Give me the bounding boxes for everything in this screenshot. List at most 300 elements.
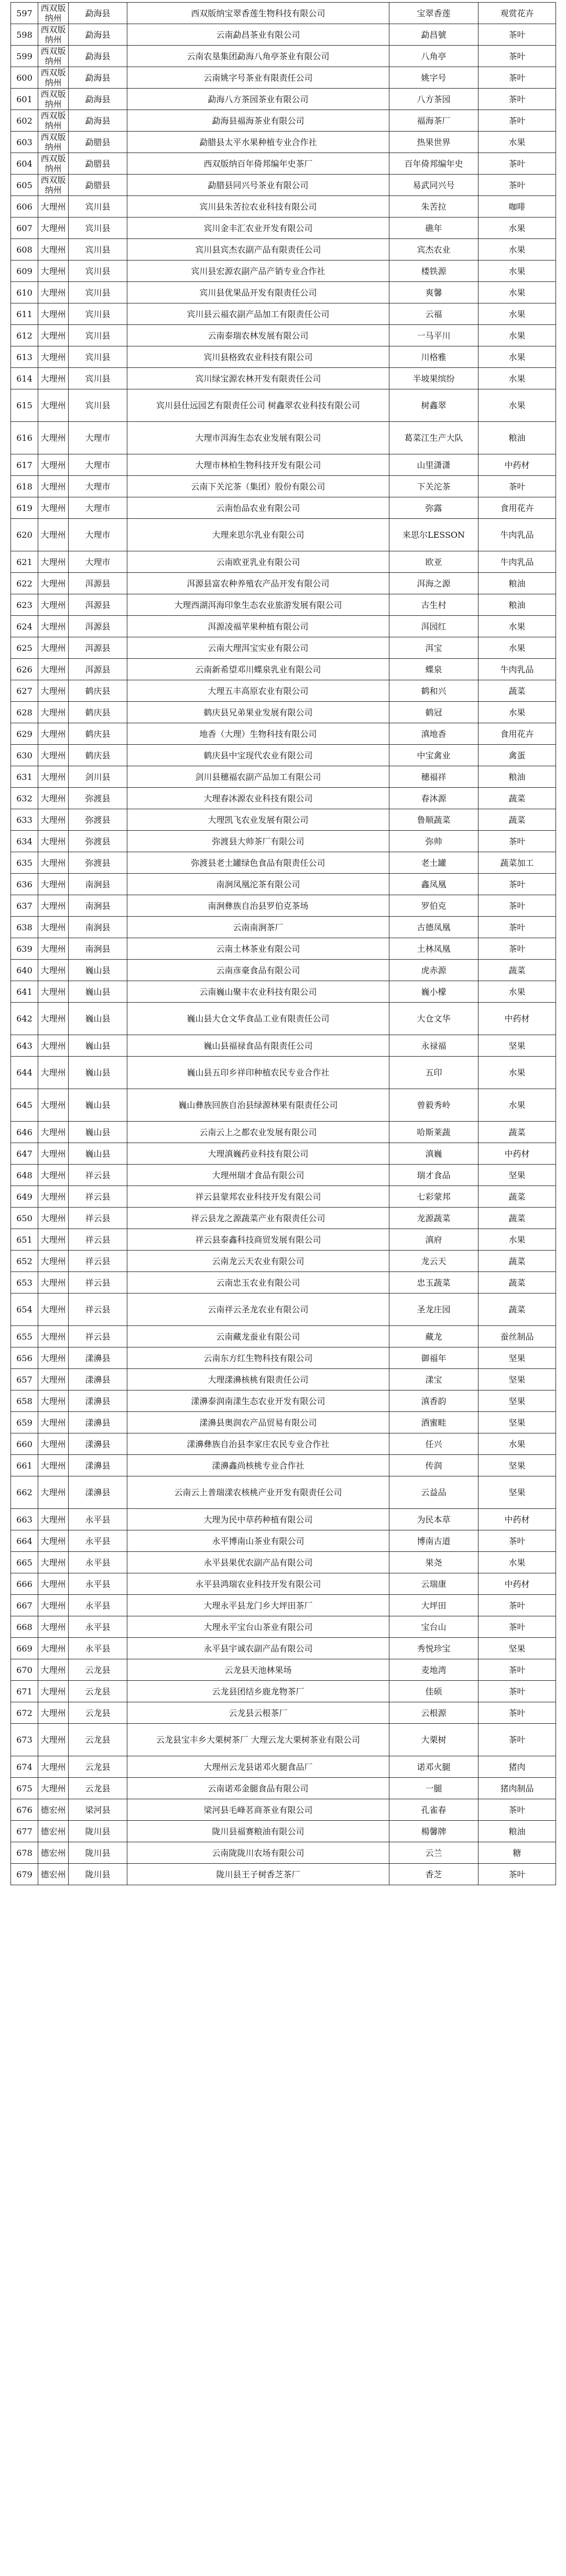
row-number-cell: 673 — [11, 1724, 38, 1756]
product-category-cell: 水果 — [478, 260, 556, 282]
product-category-cell: 粮油 — [478, 1821, 556, 1842]
product-category-cell: 禽蛋 — [478, 745, 556, 766]
county-cell: 大理市 — [69, 422, 127, 454]
county-cell: 祥云县 — [69, 1208, 127, 1229]
row-number-cell: 608 — [11, 239, 38, 260]
county-cell: 南涧县 — [69, 917, 127, 938]
table-row — [11, 895, 556, 917]
table-row — [11, 938, 556, 960]
prefecture-cell: 大理州 — [38, 1573, 69, 1595]
row-number-cell: 642 — [11, 1003, 38, 1035]
brand-cell: 朱苦拉 — [389, 196, 478, 218]
company-name-cell: 大理凯飞农业发展有限公司 — [127, 809, 389, 831]
prefecture-cell: 大理州 — [38, 346, 69, 368]
brand-cell: 宝翠香莲 — [389, 3, 478, 24]
row-number-cell: 602 — [11, 110, 38, 132]
company-name-cell: 云南农垦集团勐海八角亭茶业有限公司 — [127, 46, 389, 67]
prefecture-cell: 大理州 — [38, 1035, 69, 1057]
product-category-cell: 蔬菜 — [478, 788, 556, 809]
product-category-cell: 食用花卉 — [478, 497, 556, 519]
county-cell: 弥渡县 — [69, 809, 127, 831]
table-row — [11, 24, 556, 46]
row-number-cell: 628 — [11, 702, 38, 723]
county-cell: 大理市 — [69, 454, 127, 476]
product-category-cell: 茶叶 — [478, 831, 556, 852]
prefecture-cell: 大理州 — [38, 766, 69, 788]
product-category-cell: 茶叶 — [478, 917, 556, 938]
row-number-cell: 603 — [11, 132, 38, 153]
row-number-cell: 645 — [11, 1089, 38, 1122]
company-name-cell: 云南下关沱茶（集团）股份有限公司 — [127, 476, 389, 497]
product-category-cell: 水果 — [478, 981, 556, 1003]
county-cell: 宾川县 — [69, 346, 127, 368]
county-cell: 勐海县 — [69, 67, 127, 89]
prefecture-cell: 德宏州 — [38, 1864, 69, 1885]
prefecture-cell: 大理州 — [38, 637, 69, 659]
product-category-cell: 牛肉乳品 — [478, 519, 556, 551]
prefecture-cell: 大理州 — [38, 1186, 69, 1208]
product-category-cell: 粮油 — [478, 594, 556, 616]
company-name-cell: 云龙县团结乡鹿龙物茶厂 — [127, 1681, 389, 1702]
row-number-cell: 659 — [11, 1412, 38, 1433]
prefecture-cell: 大理州 — [38, 831, 69, 852]
table-row — [11, 1186, 556, 1208]
county-cell: 云龙县 — [69, 1756, 127, 1778]
product-category-cell: 水果 — [478, 346, 556, 368]
brand-cell: 春沐源 — [389, 788, 478, 809]
company-name-cell: 巍山县五印乡祥印种植农民专业合作社 — [127, 1057, 389, 1089]
row-number-cell: 653 — [11, 1272, 38, 1294]
table-row — [11, 723, 556, 745]
company-name-cell: 西双版纳百年倚邦编年史茶厂 — [127, 153, 389, 175]
company-name-cell: 大理永平县龙门乡大坪田茶厂 — [127, 1595, 389, 1616]
brand-cell: 礁年 — [389, 218, 478, 239]
row-number-cell: 617 — [11, 454, 38, 476]
table-row — [11, 1165, 556, 1186]
company-name-cell: 鹤庆县兄弟果业发展有限公司 — [127, 702, 389, 723]
row-number-cell: 599 — [11, 46, 38, 67]
product-category-cell: 坚果 — [478, 1390, 556, 1412]
brand-cell: 龙源蔬菜 — [389, 1208, 478, 1229]
brand-cell: 麦地湾 — [389, 1659, 478, 1681]
product-category-cell: 水果 — [478, 1552, 556, 1573]
prefecture-cell: 大理州 — [38, 497, 69, 519]
table-row — [11, 809, 556, 831]
row-number-cell: 604 — [11, 153, 38, 175]
enterprise-brand-table — [10, 2, 556, 1885]
product-category-cell: 坚果 — [478, 1347, 556, 1369]
county-cell: 南涧县 — [69, 874, 127, 895]
product-category-cell: 粮油 — [478, 422, 556, 454]
row-number-cell: 655 — [11, 1326, 38, 1347]
table-row — [11, 1702, 556, 1724]
brand-cell: 云兰 — [389, 1842, 478, 1864]
company-name-cell: 云南藏龙蚕业有限公司 — [127, 1326, 389, 1347]
county-cell: 梁河县 — [69, 1799, 127, 1821]
row-number-cell: 671 — [11, 1681, 38, 1702]
row-number-cell: 632 — [11, 788, 38, 809]
brand-cell: 宾杰农业 — [389, 239, 478, 260]
row-number-cell: 660 — [11, 1433, 38, 1455]
prefecture-cell: 大理州 — [38, 1530, 69, 1552]
brand-cell: 一马平川 — [389, 325, 478, 346]
product-category-cell: 水果 — [478, 1089, 556, 1122]
row-number-cell: 631 — [11, 766, 38, 788]
company-name-cell: 巍山县福禄食品有限责任公司 — [127, 1035, 389, 1057]
prefecture-cell: 大理州 — [38, 519, 69, 551]
prefecture-cell: 大理州 — [38, 1251, 69, 1272]
county-cell: 漾濞县 — [69, 1369, 127, 1390]
county-cell: 勐海县 — [69, 46, 127, 67]
brand-cell: 古德凤凰 — [389, 917, 478, 938]
product-category-cell: 水果 — [478, 1057, 556, 1089]
prefecture-cell: 大理州 — [38, 1165, 69, 1186]
county-cell: 宾川县 — [69, 196, 127, 218]
row-number-cell: 601 — [11, 89, 38, 110]
prefecture-cell: 大理州 — [38, 1326, 69, 1347]
county-cell: 勐海县 — [69, 24, 127, 46]
row-number-cell: 651 — [11, 1229, 38, 1251]
brand-cell: 一腿 — [389, 1778, 478, 1799]
table-row — [11, 1509, 556, 1530]
product-category-cell: 蔬菜 — [478, 1294, 556, 1326]
company-name-cell: 宾川县宏源农副产品产销专业合作社 — [127, 260, 389, 282]
row-number-cell: 634 — [11, 831, 38, 852]
county-cell: 宾川县 — [69, 282, 127, 303]
prefecture-cell: 大理州 — [38, 1122, 69, 1143]
company-name-cell: 云南彦豪食品有限公司 — [127, 960, 389, 981]
company-name-cell: 大理市林柏生物科技开发有限公司 — [127, 454, 389, 476]
prefecture-cell: 德宏州 — [38, 1842, 69, 1864]
county-cell: 弥渡县 — [69, 852, 127, 874]
county-cell: 洱源县 — [69, 573, 127, 594]
county-cell: 宾川县 — [69, 239, 127, 260]
table-row — [11, 1229, 556, 1251]
row-number-cell: 630 — [11, 745, 38, 766]
prefecture-cell: 大理州 — [38, 1778, 69, 1799]
product-category-cell: 糖 — [478, 1842, 556, 1864]
product-category-cell: 坚果 — [478, 1412, 556, 1433]
table-row — [11, 1272, 556, 1294]
county-cell: 宾川县 — [69, 389, 127, 422]
prefecture-cell: 大理州 — [38, 282, 69, 303]
row-number-cell: 679 — [11, 1864, 38, 1885]
table-row — [11, 282, 556, 303]
product-category-cell: 牛肉乳品 — [478, 551, 556, 573]
brand-cell: 漾宝 — [389, 1369, 478, 1390]
company-name-cell: 漾濞县奥润农产品贸易有限公司 — [127, 1412, 389, 1433]
product-category-cell: 坚果 — [478, 1369, 556, 1390]
brand-cell: 鹤冠 — [389, 702, 478, 723]
prefecture-cell: 大理州 — [38, 788, 69, 809]
brand-cell: 曾毅秀岭 — [389, 1089, 478, 1122]
table-row — [11, 3, 556, 24]
company-name-cell: 鹤庆县中宝现代农业有限公司 — [127, 745, 389, 766]
table-row — [11, 1208, 556, 1229]
county-cell: 宾川县 — [69, 303, 127, 325]
brand-cell: 百年倚邦编年史 — [389, 153, 478, 175]
county-cell: 大理市 — [69, 551, 127, 573]
row-number-cell: 664 — [11, 1530, 38, 1552]
row-number-cell: 633 — [11, 809, 38, 831]
brand-cell: 楊馨牌 — [389, 1821, 478, 1842]
table-row — [11, 1595, 556, 1616]
row-number-cell: 663 — [11, 1509, 38, 1530]
product-category-cell: 水果 — [478, 218, 556, 239]
table-row — [11, 422, 556, 454]
product-category-cell: 坚果 — [478, 1455, 556, 1476]
county-cell: 云龙县 — [69, 1724, 127, 1756]
table-row — [11, 702, 556, 723]
table-row — [11, 637, 556, 659]
row-number-cell: 661 — [11, 1455, 38, 1476]
product-category-cell: 坚果 — [478, 1165, 556, 1186]
county-cell: 巍山县 — [69, 960, 127, 981]
prefecture-cell: 大理州 — [38, 895, 69, 917]
county-cell: 祥云县 — [69, 1251, 127, 1272]
county-cell: 宾川县 — [69, 260, 127, 282]
brand-cell: 半坡果缤纷 — [389, 368, 478, 389]
company-name-cell: 云龙县云根茶厂 — [127, 1702, 389, 1724]
county-cell: 勐海县 — [69, 3, 127, 24]
product-category-cell: 蔬菜 — [478, 680, 556, 702]
company-name-cell: 剑川县穗福农副产品加工有限公司 — [127, 766, 389, 788]
county-cell: 陇川县 — [69, 1821, 127, 1842]
county-cell: 巍山县 — [69, 1003, 127, 1035]
brand-cell: 勐昌號 — [389, 24, 478, 46]
county-cell: 漾濞县 — [69, 1433, 127, 1455]
table-row — [11, 1552, 556, 1573]
company-name-cell: 洱源县富农种养殖农产品开发有限公司 — [127, 573, 389, 594]
company-name-cell: 大理来思尔乳业有限公司 — [127, 519, 389, 551]
row-number-cell: 650 — [11, 1208, 38, 1229]
table-row — [11, 874, 556, 895]
prefecture-cell: 大理州 — [38, 1369, 69, 1390]
table-row — [11, 389, 556, 422]
row-number-cell: 614 — [11, 368, 38, 389]
product-category-cell: 茶叶 — [478, 110, 556, 132]
row-number-cell: 627 — [11, 680, 38, 702]
company-name-cell: 洱源凌福苹果种植有限公司 — [127, 616, 389, 637]
table-row — [11, 852, 556, 874]
company-name-cell: 云南东方红生物科技有限公司 — [127, 1347, 389, 1369]
company-name-cell: 漾濞鑫尚核桃专业合作社 — [127, 1455, 389, 1476]
prefecture-cell: 大理州 — [38, 680, 69, 702]
product-category-cell: 咖啡 — [478, 196, 556, 218]
county-cell: 漾濞县 — [69, 1476, 127, 1509]
brand-cell: 穗福祥 — [389, 766, 478, 788]
row-number-cell: 624 — [11, 616, 38, 637]
county-cell: 漾濞县 — [69, 1347, 127, 1369]
county-cell: 剑川县 — [69, 766, 127, 788]
table-row — [11, 1864, 556, 1885]
brand-cell: 御福年 — [389, 1347, 478, 1369]
county-cell: 宾川县 — [69, 218, 127, 239]
county-cell: 陇川县 — [69, 1864, 127, 1885]
product-category-cell: 水果 — [478, 325, 556, 346]
county-cell: 鹤庆县 — [69, 723, 127, 745]
table-row — [11, 110, 556, 132]
county-cell: 祥云县 — [69, 1326, 127, 1347]
table-row — [11, 960, 556, 981]
company-name-cell: 宾川县宾杰农副产品有限责任公司 — [127, 239, 389, 260]
brand-cell: 滇地香 — [389, 723, 478, 745]
table-row — [11, 519, 556, 551]
row-number-cell: 676 — [11, 1799, 38, 1821]
row-number-cell: 600 — [11, 67, 38, 89]
prefecture-cell: 西双版纳州 — [38, 175, 69, 196]
row-number-cell: 639 — [11, 938, 38, 960]
row-number-cell: 647 — [11, 1143, 38, 1165]
product-category-cell: 茶叶 — [478, 1530, 556, 1552]
county-cell: 洱源县 — [69, 637, 127, 659]
table-row — [11, 917, 556, 938]
company-name-cell: 漾濞彝族自治县李家庄农民专业合作社 — [127, 1433, 389, 1455]
product-category-cell: 水果 — [478, 303, 556, 325]
company-name-cell: 云南姚字号茶业有限责任公司 — [127, 67, 389, 89]
brand-cell: 大坪田 — [389, 1595, 478, 1616]
brand-cell: 老土罐 — [389, 852, 478, 874]
prefecture-cell: 大理州 — [38, 1638, 69, 1659]
product-category-cell: 蚕丝制品 — [478, 1326, 556, 1347]
table-row — [11, 89, 556, 110]
company-name-cell: 永平博南山茶业有限公司 — [127, 1530, 389, 1552]
prefecture-cell: 大理州 — [38, 1476, 69, 1509]
prefecture-cell: 大理州 — [38, 1455, 69, 1476]
brand-cell: 山里潇潇 — [389, 454, 478, 476]
brand-cell: 鹤和兴 — [389, 680, 478, 702]
company-name-cell: 陇川县王子树香芝茶厂 — [127, 1864, 389, 1885]
table-row — [11, 745, 556, 766]
brand-cell: 博南古道 — [389, 1530, 478, 1552]
table-row — [11, 1326, 556, 1347]
county-cell: 鹤庆县 — [69, 680, 127, 702]
product-category-cell: 茶叶 — [478, 24, 556, 46]
prefecture-cell: 大理州 — [38, 723, 69, 745]
brand-cell: 中宝禽业 — [389, 745, 478, 766]
company-name-cell: 大理永平宝台山茶业有限公司 — [127, 1616, 389, 1638]
product-category-cell: 水果 — [478, 239, 556, 260]
county-cell: 永平县 — [69, 1616, 127, 1638]
company-name-cell: 永平县宇诚农副产品有限公司 — [127, 1638, 389, 1659]
product-category-cell: 茶叶 — [478, 874, 556, 895]
prefecture-cell: 大理州 — [38, 325, 69, 346]
product-category-cell: 茶叶 — [478, 1616, 556, 1638]
county-cell: 云龙县 — [69, 1702, 127, 1724]
brand-cell: 爽馨 — [389, 282, 478, 303]
company-name-cell: 永平县鸿瑞农业科技开发有限公司 — [127, 1573, 389, 1595]
table-row — [11, 153, 556, 175]
company-name-cell: 大理春沐源农业科技有限公司 — [127, 788, 389, 809]
prefecture-cell: 大理州 — [38, 368, 69, 389]
company-name-cell: 大理滇巍药业科技有限公司 — [127, 1143, 389, 1165]
table-row — [11, 788, 556, 809]
product-category-cell: 茶叶 — [478, 938, 556, 960]
company-name-cell: 云南巍山聚丰农业科技有限公司 — [127, 981, 389, 1003]
product-category-cell: 粮油 — [478, 766, 556, 788]
brand-cell: 下关沱茶 — [389, 476, 478, 497]
brand-cell: 土林凤凰 — [389, 938, 478, 960]
prefecture-cell: 大理州 — [38, 852, 69, 874]
table-row — [11, 1573, 556, 1595]
table-row — [11, 1003, 556, 1035]
product-category-cell: 中药材 — [478, 1003, 556, 1035]
row-number-cell: 612 — [11, 325, 38, 346]
brand-cell: 滇巍 — [389, 1143, 478, 1165]
row-number-cell: 677 — [11, 1821, 38, 1842]
table-row — [11, 218, 556, 239]
prefecture-cell: 大理州 — [38, 1229, 69, 1251]
row-number-cell: 668 — [11, 1616, 38, 1638]
table-row — [11, 497, 556, 519]
brand-cell: 葛菜江生产大队 — [389, 422, 478, 454]
row-number-cell: 641 — [11, 981, 38, 1003]
brand-cell: 弥露 — [389, 497, 478, 519]
county-cell: 云龙县 — [69, 1778, 127, 1799]
product-category-cell: 茶叶 — [478, 46, 556, 67]
row-number-cell: 619 — [11, 497, 38, 519]
product-category-cell: 茶叶 — [478, 1799, 556, 1821]
company-name-cell: 梁河县毛峰茗商茶业有限公司 — [127, 1799, 389, 1821]
company-name-cell: 勐腊县同兴号茶业有限公司 — [127, 175, 389, 196]
row-number-cell: 648 — [11, 1165, 38, 1186]
row-number-cell: 625 — [11, 637, 38, 659]
county-cell: 巍山县 — [69, 1122, 127, 1143]
company-name-cell: 勐腊县太平水果种植专业合作社 — [127, 132, 389, 153]
prefecture-cell: 大理州 — [38, 745, 69, 766]
row-number-cell: 654 — [11, 1294, 38, 1326]
table-row — [11, 1122, 556, 1143]
prefecture-cell: 大理州 — [38, 1702, 69, 1724]
brand-cell: 洱海之源 — [389, 573, 478, 594]
product-category-cell: 水果 — [478, 282, 556, 303]
product-category-cell: 茶叶 — [478, 1864, 556, 1885]
table-row — [11, 1251, 556, 1272]
row-number-cell: 621 — [11, 551, 38, 573]
brand-cell: 为民本草 — [389, 1509, 478, 1530]
product-category-cell: 茶叶 — [478, 895, 556, 917]
company-name-cell: 云南勐昌茶业有限公司 — [127, 24, 389, 46]
product-category-cell: 茶叶 — [478, 476, 556, 497]
brand-cell: 大栗树 — [389, 1724, 478, 1756]
product-category-cell: 中药材 — [478, 1143, 556, 1165]
county-cell: 永平县 — [69, 1509, 127, 1530]
county-cell: 漾濞县 — [69, 1455, 127, 1476]
company-name-cell: 云龙县天池林果场 — [127, 1659, 389, 1681]
row-number-cell: 597 — [11, 3, 38, 24]
prefecture-cell: 大理州 — [38, 1390, 69, 1412]
company-name-cell: 云南怡品农业有限公司 — [127, 497, 389, 519]
county-cell: 永平县 — [69, 1573, 127, 1595]
product-category-cell: 牛肉乳品 — [478, 659, 556, 680]
company-name-cell: 云南新希望邓川蝶泉乳业有限公司 — [127, 659, 389, 680]
county-cell: 大理市 — [69, 476, 127, 497]
county-cell: 大理市 — [69, 519, 127, 551]
row-number-cell: 667 — [11, 1595, 38, 1616]
prefecture-cell: 大理州 — [38, 659, 69, 680]
table-row — [11, 1476, 556, 1509]
county-cell: 大理市 — [69, 497, 127, 519]
prefecture-cell: 大理州 — [38, 702, 69, 723]
prefecture-cell: 德宏州 — [38, 1821, 69, 1842]
table-row — [11, 1756, 556, 1778]
brand-cell: 七彩蒙邦 — [389, 1186, 478, 1208]
table-row — [11, 1143, 556, 1165]
product-category-cell: 茶叶 — [478, 1595, 556, 1616]
company-name-cell: 云南陇陇川农场有限公司 — [127, 1842, 389, 1864]
company-name-cell: 南涧彝族自治县罗伯克茶场 — [127, 895, 389, 917]
company-name-cell: 云南大理洱宝实业有限公司 — [127, 637, 389, 659]
